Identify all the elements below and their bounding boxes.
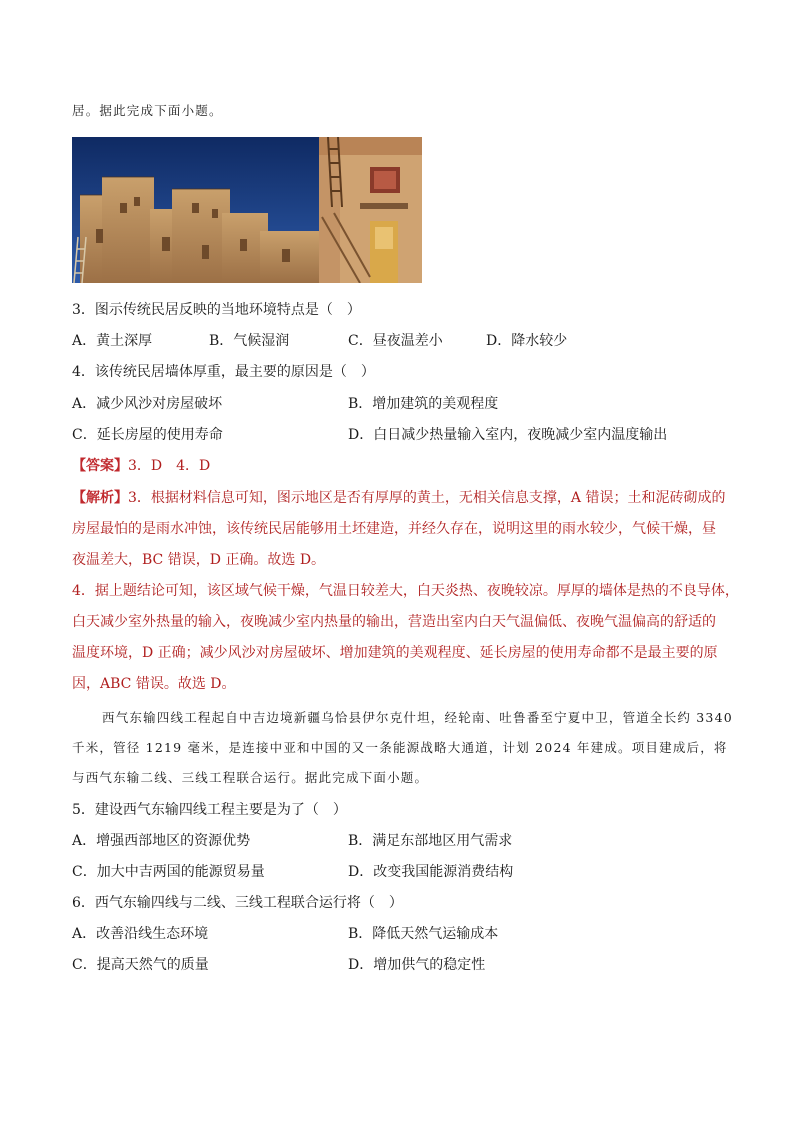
q5-stem: 5．建设西气东输四线工程主要是为了（ ） [72,802,347,818]
q3-stem: 3．图示传统民居反映的当地环境特点是（ ） [72,302,361,318]
analysis-line-7: 因，ABC 错误。故选 D。 [72,676,236,692]
q4-option-d: D．白日减少热量输入室内，夜晚减少室内温度输出 [348,427,668,443]
analysis-line-2: 房屋最怕的是雨水冲蚀，该传统民居能够用土坯建造，并经久存在，说明这里的雨水较少，气候干燥，昼 [72,521,716,537]
pueblo-photo [72,137,422,283]
q6-option-b: B．降低天然气运输成本 [348,926,499,942]
answer-line [72,456,210,476]
answer-text: 3．D 4．D [128,458,211,474]
q3-option-a: A．黄土深厚 [72,333,153,349]
q3-option-b: B．气候湿润 [209,333,290,349]
pueblo-illustration [72,137,422,283]
q5-option-c: C．加大中吉两国的能源贸易量 [72,864,265,880]
analysis-line-3: 夜温差大，BC 错误，D 正确。故选 D。 [72,552,326,568]
answer-tag: 【答案】 [72,458,128,474]
analysis-tag: 【解析】 [72,490,128,506]
q3-option-d: D．降水较少 [486,333,568,349]
q4-option-c: C．延长房屋的使用寿命 [72,427,223,443]
q4-option-a: A．减少风沙对房屋破坏 [72,396,223,412]
analysis-text: 3．根据材料信息可知，图示地区是否有厚厚的黄土，无相关信息支撑，A 错误；土和泥砖砌成的 [128,490,726,506]
q3-option-c: C．昼夜温差小 [348,333,443,349]
q5-option-a: A．增强西部地区的资源优势 [72,833,251,849]
q6-option-c: C．提高天然气的质量 [72,957,209,973]
intro-tail: 居。据此完成下面小题。 [72,103,223,118]
q5-option-b: B．满足东部地区用气需求 [348,833,513,849]
passage-line-3: 与西气东输二线、三线工程联合运行。据此完成下面小题。 [72,770,429,785]
analysis-line-6: 温度环境，D 正确；减少风沙对房屋破坏、增加建筑的美观程度、延长房屋的使用寿命都不是最主要的原 [72,645,718,661]
q6-stem: 6．西气东输四线与二线、三线工程联合运行将（ ） [72,895,403,911]
passage-line-2: 千米，管径 1219 毫米，是连接中亚和中国的又一条能源战略大通道，计划 2024 年建成。项目建成后，将 [72,740,728,755]
passage-line-1: 西气东输四线工程起自中吉边境新疆乌恰县伊尔克什坦，经轮南、吐鲁番至宁夏中卫，管道全长约 3340 [102,710,733,725]
q4-stem: 4．该传统民居墙体厚重，最主要的原因是（ ） [72,364,375,380]
analysis-line-1 [72,488,725,508]
q6-option-a: A．改善沿线生态环境 [72,926,209,942]
q4-option-b: B．增加建筑的美观程度 [348,396,499,412]
q5-option-d: D．改变我国能源消费结构 [348,864,514,880]
analysis-line-5: 白天减少室外热量的输入，夜晚减少室内热量的输出，营造出室内白天气温偏低、夜晚气温偏高的舒适的 [72,614,716,630]
q6-option-d: D．增加供气的稳定性 [348,957,486,973]
analysis-line-4: 4．据上题结论可知，该区域气候干燥，气温日较差大，白天炎热、夜晚较凉。厚厚的墙体是热的不良导体， [72,583,739,599]
